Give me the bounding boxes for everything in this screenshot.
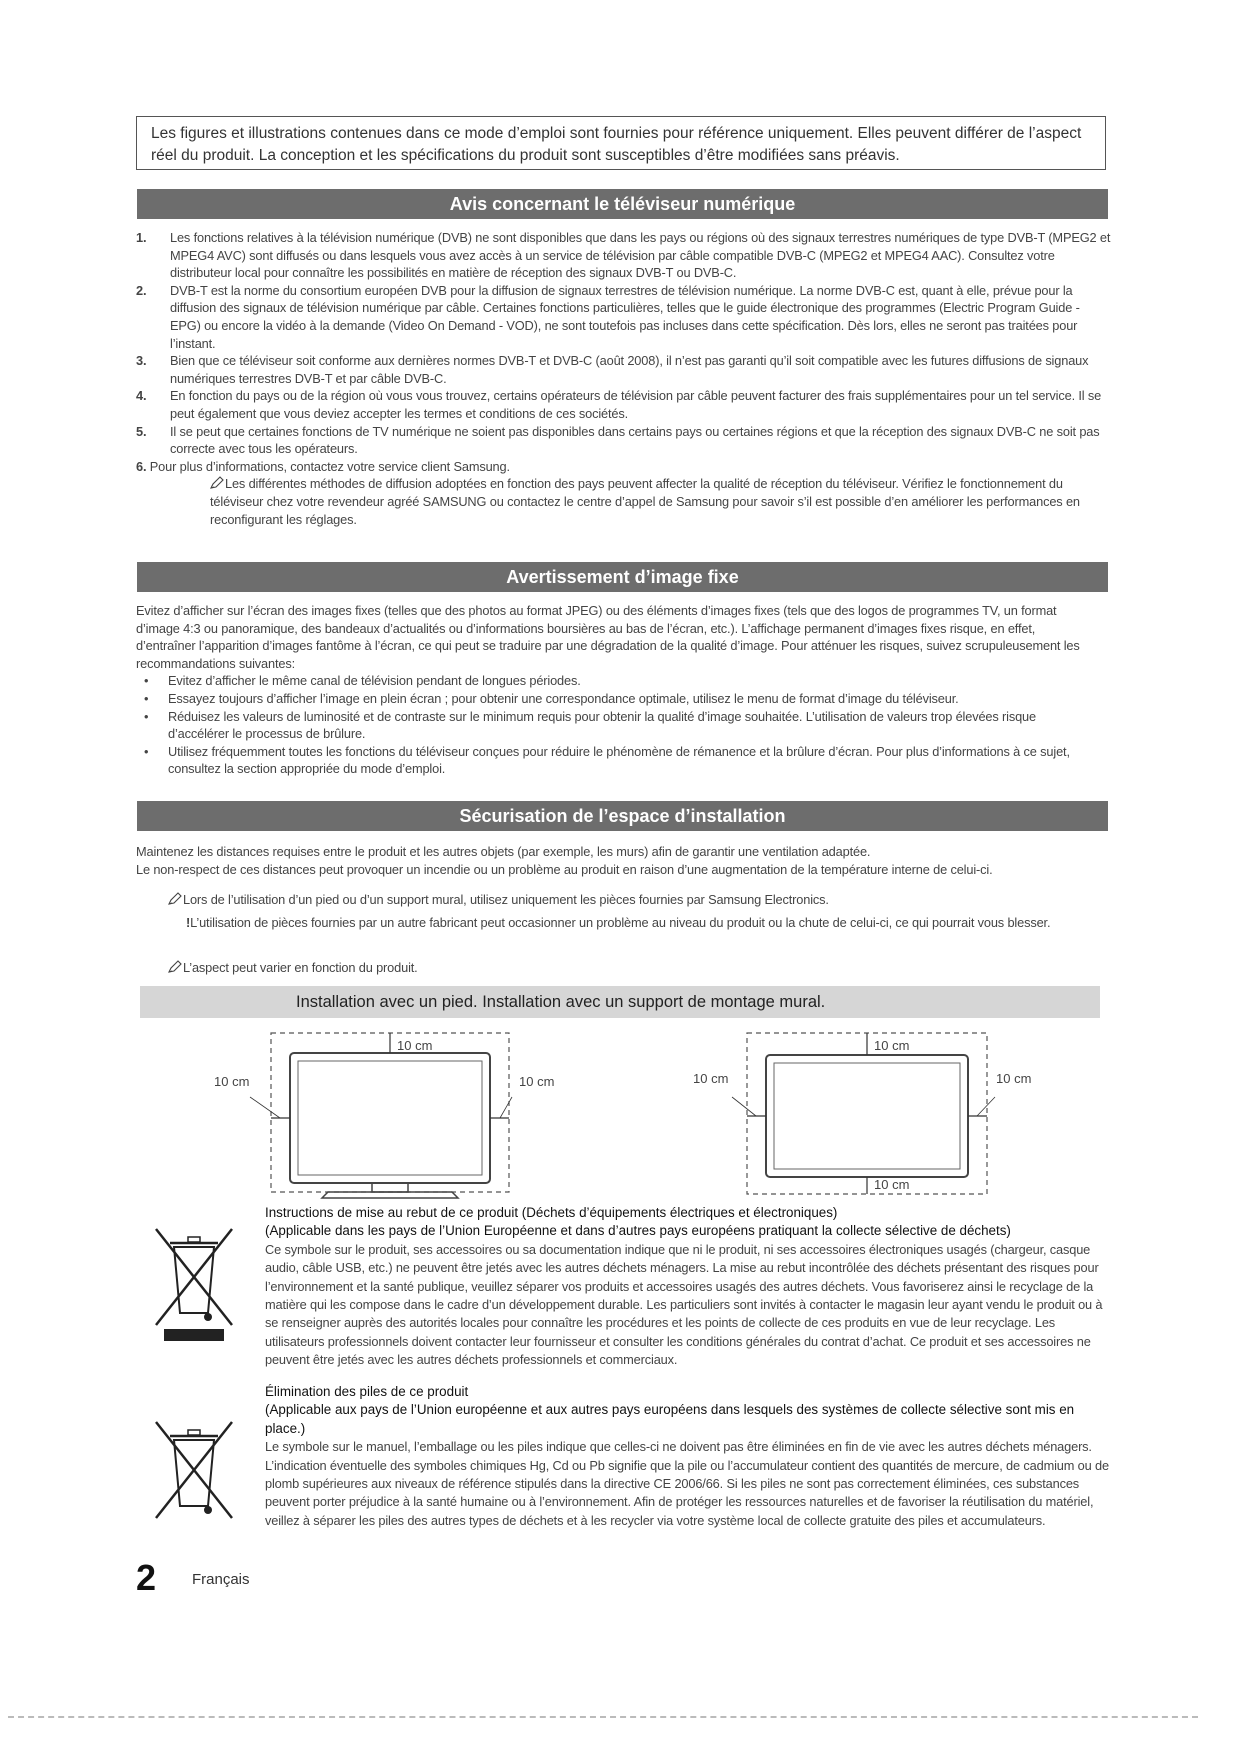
list-item: 3. Bien que ce téléviseur soit conforme aux dernières normes DVB-T et DVB-C (août 2008), il n’est pas garanti qu’il soit compatible avec les futures diffusions de signaux numériques terrestres DVB-T et par câble DVB-C.: [136, 353, 1089, 386]
disclaimer-box: [136, 116, 1106, 170]
section-title-still-image: Avertissement d’image fixe: [137, 562, 1108, 592]
list-item: • Utilisez fréquemment toutes les fonctions du téléviseur conçues pour réduire le phénomène de rémanence et la brûlure d’écran. Pour plus d’informations à ce sujet, consultez la section appropriée du mode d’emploi.: [136, 743, 1096, 778]
battery-body: Le symbole sur le manuel, l’emballage ou les piles indique que celles-ci ne doivent pas être éliminées en fin de vie avec les autres déchets ménagers. L’indication éventuelle des symboles chimiques Hg, Cd ou Pb signifie que la pile ou l’accumulateur contient des quantités de mercure, de cadmium ou de plomb supérieures aux niveaux de référence stipulés dans la directive CE 2006/66. Si les piles ne sont pas correctement éliminées, ces substances peuvent porter préjudice à la santé humaine ou à l’environnement. Afin de protéger les ressources naturelles et de favoriser la réutilisation du matériel, veillez à séparer les piles des autres types de déchets et à les recycler via votre système local de collecte gratuite des piles et accumulateurs.: [265, 1439, 1109, 1528]
list-item: 5. Il se peut que certaines fonctions de TV numérique ne soient pas disponibles dans certains pays ou certaines régions et que la réception des signaux DVB-C ne soit pas correcte avec tous les opérateurs.: [136, 423, 1100, 457]
still-image-content: [136, 602, 1096, 778]
disclaimer-line-1: Les figures et illustrations contenues dans ce mode d’emploi sont fournies pour référence uniquement. Elles peuvent différer de l’aspect: [151, 125, 1082, 142]
caution-icon: !: [186, 915, 191, 930]
section-title-digital: Avis concernant le téléviseur numérique: [137, 189, 1108, 219]
section-title-installation: Sécurisation de l’espace d’installation: [137, 801, 1108, 831]
disclaimer-line-2: réel du produit. La conception et les spécifications du produit sont susceptibles d’être modifiées sans préavis.: [151, 147, 900, 164]
installation-line-1: Maintenez les distances requises entre le produit et les autres objets (par exemple, les murs) afin de garantir une ventilation adaptée.: [136, 844, 871, 859]
installation-text: [136, 843, 1106, 878]
installation-line-2: Le non-respect de ces distances peut provoquer un incendie ou un problème au produit en raison d’une augmentation de la température interne de celui-ci.: [136, 861, 993, 877]
battery-title: Élimination des piles de ce produit: [265, 1384, 469, 1399]
digital-notice-list: [136, 229, 1112, 528]
weee-section: [265, 1204, 1110, 1370]
battery-section: [265, 1383, 1110, 1530]
list-item: • Evitez d’afficher le même canal de télévision pendant de longues périodes.: [136, 672, 1096, 690]
weee-title: Instructions de mise au rebut de ce produit (Déchets d’équipements électriques et électroniques): [265, 1205, 838, 1220]
dimension-label-top: 10 cm: [874, 1038, 910, 1053]
weee-body: Ce symbole sur le produit, ses accessoires ou sa documentation indique que ni le produit, ni ses accessoires électroniques usagés (chargeur, casque audio, câble USB, etc.) ne peuvent être jetés avec les autres déchets ménagers. La mise au rebut incontrôlée des déchets présentant des risques pour l’environnement et la santé publique, veuillez séparer vos produits et accessoires usagés des autres déchets. Vous favoriserez ainsi le recyclage de la matière qui les compose dans le cadre d’un développement durable. Les particuliers sont invités à contacter le magasin leur ayant vendu le produit ou à se renseigner auprès des autorités locales pour connaître les procédures et les points de collecte de ces produits en vue de leur recyclage. Les utilisateurs professionnels doivent contacter leur fournisseur et consulter les conditions générales du contrat d’achat. Ce produit et ses accessoires ne peuvent être jetés avec les autres déchets professionnels et commerciaux.: [265, 1241, 1103, 1368]
note-pencil-icon: [168, 892, 182, 906]
dimension-label-left: 10 cm: [693, 1071, 729, 1086]
list-item: 1. Les fonctions relatives à la télévision numérique (DVB) ne sont disponibles que dans les pays ou régions où des signaux terrestres numériques de type DVB-T (MPEG2 et MPEG4 AVC) sont diffusés ou dans lesquels vous avez accès à un service de télévision par câble compatible DVB-C (MPEG2 et MPEG4 AAC). Consultez votre distributeur local pour connaître les possibilités en matière de réception des signaux DVB-T ou DVB-C.: [136, 230, 1111, 281]
footer-language: Français: [192, 1571, 250, 1588]
list-item: 4. En fonction du pays ou de la région où vous vous trouvez, certains opérateurs de télévision par câble peuvent facturer des frais supplémentaires pour un tel service. Il se peut également que vous deviez accepter les termes et conditions de ces sociétés.: [136, 388, 1102, 421]
installation-note-1-sub: !L’utilisation de pièces fournies par un autre fabricant peut occasionner un problème au niveau du produit ou la chute de celui-ci, ce qui pourrait vous blesser.: [186, 915, 1051, 930]
installation-type-bar: Installation avec un pied. Installation avec un support de montage mural.: [140, 986, 1100, 1018]
crossed-battery-bin-icon: [152, 1418, 236, 1528]
note-pencil-icon: [168, 960, 182, 974]
wall-mount-clearance-diagram: [690, 1025, 1010, 1200]
installation-note-2: L’aspect peut varier en fonction du produit.: [168, 959, 1068, 977]
battery-subtitle: (Applicable aux pays de l’Union européenne et aux autres pays européens dans lesquels des systèmes de collecte sélective sont mis en place.): [265, 1402, 1075, 1436]
list-item: 2. DVB-T est la norme du consortium européen DVB pour la diffusion de signaux terrestres de télévision numérique. La norme DVB-C est, quant à elle, prévue pour la diffusion des signaux de télévision numérique par câble. Certaines fonctions particulières, telles que le guide électronique des programmes (Electric Program Guide - EPG) ou encore la vidéo à la demande (Video On Demand - VOD), ne sont toutefois pas incluses dans cette spécification. Dès lors, elles ne seront pas traitées pour l’instant.: [136, 282, 1080, 351]
note-pencil-icon: [210, 476, 224, 490]
list-item: • Essayez toujours d’afficher l’image en plein écran ; pour obtenir une correspondance optimale, utilisez le menu de format d’image du téléviseur.: [136, 690, 1096, 708]
page-number: 2: [136, 1557, 157, 1598]
dimension-label-bottom: 10 cm: [874, 1177, 910, 1192]
crossed-bin-icon: [152, 1225, 236, 1345]
still-image-intro: Evitez d’afficher sur l’écran des images fixes (telles que des photos au format JPEG) ou des éléments d’images fixes (tels que des logos de programmes TV, un format d’image 4:3 ou panoramique, des bandeaux d’actualités ou d’informations boursières au bas de l’écran, etc.). L’affichage permanent d’images fixes risque, en effet, d’entraîner l’apparition d’images fantôme à l’écran, ce qui peut se traduire par une dégradation de la qualité d’image. Pour atténuer les risques, suivez scrupuleusement les recommandations suivantes:: [136, 603, 1080, 671]
dimension-label-right: 10 cm: [519, 1074, 555, 1089]
dimension-label-right: 10 cm: [996, 1071, 1032, 1086]
still-image-bullets: [136, 672, 1096, 778]
dimension-label-top: 10 cm: [397, 1038, 433, 1053]
stand-clearance-diagram: [200, 1025, 560, 1200]
dimension-label-left: 10 cm: [214, 1074, 250, 1089]
weee-subtitle: (Applicable dans les pays de l’Union Européenne et dans d’autres pays européens pratiquant la collecte sélective de déchets): [265, 1223, 1011, 1239]
installation-note-1: Lors de l’utilisation d’un pied ou d’un support mural, utilisez uniquement les pièces fournies par Samsung Electronics.: [168, 891, 1068, 909]
list-item: • Réduisez les valeurs de luminosité et de contraste sur le minimum requis pour obtenir la qualité d’image souhaitée. L’utilisation de valeurs trop élevées risque d’accélérer le processus de brûlure.: [136, 708, 1096, 743]
list-item: 6. Pour plus d’informations, contactez votre service client Samsung.: [136, 458, 510, 474]
page-trim-line: [8, 1716, 1198, 1718]
note-item: Les différentes méthodes de diffusion adoptées en fonction des pays peuvent affecter la qualité de réception du téléviseur. Vérifiez le fonctionnement du téléviseur chez votre revendeur agréé SAMSUNG ou contactez le centre d’appel de Samsung pour savoir s’il est possible d’en améliorer les performances en reconfigurant les réglages.: [210, 476, 1080, 527]
